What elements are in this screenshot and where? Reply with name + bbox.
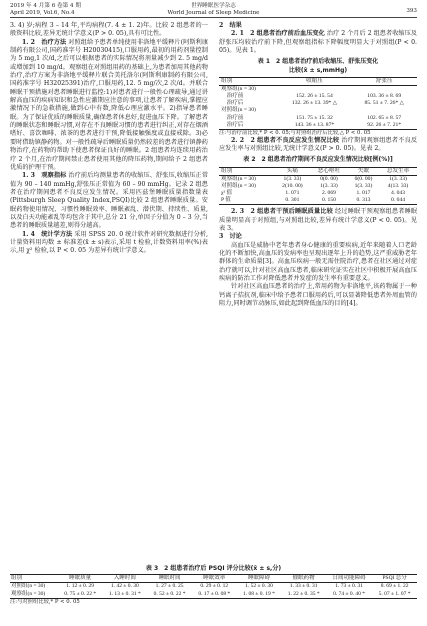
table-cell: 0. 52 ± 0. 22 *: [153, 590, 186, 597]
table-cell: 1. 13 ± 0. 31 *: [108, 590, 141, 597]
table-cell: 0. 17 ± 0. 08 *: [198, 590, 231, 597]
table-cell: [277, 86, 351, 94]
table-3-col: 催眠药物: [292, 575, 315, 581]
table-3-col: 组别: [11, 575, 23, 581]
page-number: 393: [406, 8, 417, 14]
table-cell: χ² 值: [221, 190, 233, 197]
heading-1-2: 1. 2 治疗方法: [22, 38, 67, 46]
table-2-col: 恶心呕吐: [317, 167, 341, 174]
paragraph-discussion-1: 高血压是威胁中老年患者身心健康的重要疾病,近年来随着人口老龄化的不断加快,高血压的发病率也呈现出逐年上升的趋势,这严重威胁老年群体的生命质量[3]。高血压疾病一般无需住院治疗,患者在社区通过对症治疗就可以,针对社区高血压患者,临床研究证实在社区中积极开展高血压疾病的防治工作对降低患者并发症的发生率有重要意义。: [219, 241, 417, 282]
journal-title-header: [0, 3, 427, 16]
right-column: [219, 22, 417, 308]
table-cell: 1. 73 ± 0. 31: [335, 583, 363, 590]
table-cell: 治疗前: [221, 93, 244, 100]
heading-1-3: 1. 3 观察指标: [22, 172, 67, 180]
table-cell: 8. 69 ± 1. 22: [380, 583, 409, 590]
table-row: [219, 93, 417, 100]
section-1-2: [10, 39, 208, 173]
paragraph-treatment: 对照组给予患者单纯使用非洛地平缓释片(阿斯利康制药有限公司,国药准字号 H20030415),口服用药,最初的用药剂量控制为 5 mg,1 次/d,之后可以根据患者的实际情况将剂量减少到 2. 5 mg/d 或增加到 10 mg/d。观察组在对照组用药的基础上,为患者加用其他药物治疗,治疗方案为非洛地平缓释片联合美托洛尔(阿斯利康制药有限公司,国药准字号 H32025391)治疗,口服用药,12. 5 mg/次,2 次/d。并联合睡眠干预措施对患者睡眠进行监控:1)对患者进行一般性心理疏导,通过讲解高血压的疾病知识和急性应激期应注意的事项,让患者了解疾病,掌握应激情况下的急救措施,做到心中有数,降低心理应激水平。2)指导患者睡眠。为了保证优质的睡眠质量,确保患者休息好,促进血压下降。了解患者的睡眠状态和睡眠习惯,对存在不良睡眠习惯的患者进行纠正,对存在烟酒嗜好、喜饮咖啡、浓茶的患者进行干预,降低接触强度或直接戒除。3)必要时借助镇静药物。对一般性疏导后睡眠质量仍然较差的患者进行镇静药物治疗,在药物的帮助下使患者保证良好的睡眠。2 组患者均连续用药治疗 2 个月,在治疗期间禁止患者使用其他的降压药物,期间给予 2 组患者优质的护理干预。: [10, 38, 209, 171]
table-cell: 132. 26 ± 13. 39* △: [291, 100, 338, 107]
table-cell: 0(0. 00): [320, 175, 338, 182]
table-row: [219, 122, 417, 130]
table-2-title: 表 2 2 组患者治疗期间不良反应发生情况比较[例(%)]: [243, 156, 393, 164]
table-2-header: [219, 167, 417, 175]
table-cell: 0. 313: [356, 197, 371, 204]
table-2-col: 头痛: [286, 167, 298, 174]
paragraph-indicators: 治疗前后均测量患者的收缩压、舒张压,收缩压正常值为 90 – 140 mmHg,舒张压正常值为 60 – 90 mmHg。记录 2 组患者在治疗期间患者不良反应发生情况。采用匹兹堡睡眠质量指数量表(Pittsburgh Sleep Quality Index,PSQI)比较 2 组患者睡眠质量。安眠药物使用情况、习惯性睡眠效率、睡眠紊乱、潜伏期、持续性、质量,以及白天功能紊乱等均包含于其中,总分 21 分,单因子分值为 0 – 3 分,当患者的睡眠质量越差,则得分越高。: [10, 172, 209, 230]
table-cell: 152. 26 ± 15. 54: [296, 93, 333, 100]
table-cell: 5. 07 ± 1. 07 *: [378, 590, 411, 597]
table-cell: 0(0. 00): [354, 175, 373, 182]
table-cell: [277, 107, 351, 114]
table-cell: 1. 33 ± 0. 31: [289, 583, 318, 590]
table-1-title: [219, 58, 417, 75]
table-1: [219, 77, 417, 130]
heading-1-4: 1. 4 统计学方法: [22, 230, 73, 238]
table-cell: 1(3. 33): [283, 175, 302, 182]
table-1-col: 舒张压: [375, 78, 393, 85]
table-3-header: [10, 575, 417, 583]
heading-discussion: 3 讨论: [219, 233, 242, 241]
table-3-col: PSQI 总分: [382, 575, 407, 581]
table-cell: 103. 36 ± 8. 69: [367, 93, 402, 100]
table-cell: 1. 017: [356, 190, 371, 197]
table-1-title-line2: 比较(x̄ ± s,mmHg): [288, 66, 348, 74]
heading-results: 2 结果: [219, 22, 242, 29]
issue-en: April 2019, Vol.6, No.4: [10, 9, 75, 16]
heading-2-3: 2. 3 2 组患者干预后睡眠质量比较: [231, 208, 333, 216]
table-cell: 4(13. 33): [387, 182, 409, 189]
journal-title-en: World Journal of Sleep Medicine: [167, 9, 260, 16]
table-cell: 0. 74 ± 0. 40 *: [333, 590, 366, 597]
table-cell: 85. 51 ± 7. 26* △: [364, 100, 404, 107]
left-column: [10, 22, 208, 256]
table-3-block: [10, 560, 417, 606]
table-row: [10, 583, 417, 591]
table-cell: P 值: [221, 197, 231, 204]
paragraph-statistics: 采用 SPSS 20. 0 统计软件对研究数据进行分析,计量资料用均数 ± 标准差(x̄ ± s)表示,采用 t 检验,计数资料用率(%)表示,用 χ² 检验,以 P < 0. 05 为差异有统计学意义。: [10, 230, 209, 255]
table-cell: 92. 26 ± 7. 21*: [367, 121, 402, 128]
section-1-4: [10, 231, 208, 256]
paragraph-general-data: 3. 4) 岁;病程 3 – 14 年,平均病程(7. 4 ± 1. 2)年。比较 2 组患者的一般资料比较,差异无统计学意义(P > 0. 05),具有可比性。: [10, 22, 208, 38]
table-cell: 治疗后: [221, 121, 244, 128]
table-cell: 2. 069: [321, 190, 336, 197]
table-cell: 0. 75 ± 0. 22 *: [64, 590, 97, 597]
table-cell: 对照组(n = 30): [221, 182, 256, 189]
table-3: [10, 574, 417, 599]
table-cell: 对照组(n = 30): [11, 583, 46, 590]
table-row: [219, 190, 417, 197]
header-divider: [10, 17, 417, 18]
table-3-col: 睡眠时间: [158, 575, 181, 581]
table-cell: 151. 75 ± 15. 32: [296, 114, 333, 121]
heading-2-2: 2. 2 2 组患者不良反应发生情况比较: [231, 136, 340, 144]
section-1-3: [10, 172, 208, 230]
table-row: [219, 107, 417, 114]
table-cell: 观察组(n = 30): [221, 86, 256, 93]
table-3-col: 睡眠障碍: [247, 575, 270, 581]
paragraph-discussion-2: 针对社区高血压患者的治疗上,常用药物为非洛地平,该药物属于一种钙离子拮抗剂,临床中给予患者口服用药后,可以显著降低患者外周血管的阻力,同时调节动脉压,如此起到降低血压的目的[4]。: [219, 283, 417, 307]
table-3-title: 表 3 2 组患者治疗后 PSQI 评分比较(x̄ ± s,分): [145, 565, 282, 572]
table-cell: 1(3. 33): [354, 182, 373, 189]
table-2: [219, 167, 417, 205]
table-row: [10, 591, 417, 599]
table-cell: 观察组(n = 30): [11, 590, 46, 597]
table-cell: 1. 12 ± 0. 29: [66, 583, 95, 590]
table-cell: 143. 36 ± 13. 87*: [294, 121, 335, 128]
table-2-col: 总发生率: [386, 167, 410, 174]
table-cell: 1. 08 ± 0. 19 *: [243, 590, 275, 597]
table-cell: [351, 86, 417, 94]
paragraph-adverse: 治疗期间观察组患者不良反应发生率与对照组比较,无统计学意义(P > 0. 05)。见表 2。: [219, 136, 418, 153]
table-cell: 对照组(n = 30): [221, 107, 256, 114]
table-3-note: 注:与对照组比较,* P < 0. 05: [10, 599, 80, 606]
section-2-3: [219, 208, 417, 233]
table-row: [219, 183, 417, 190]
issue-cn: 2019 年 4 月第 6 卷第 4 期: [10, 3, 81, 9]
table-cell: 观察组(n = 30): [221, 175, 256, 182]
table-1-col: 组别: [221, 78, 233, 85]
table-1-col: 收缩压: [306, 78, 323, 85]
table-row: [219, 197, 417, 205]
table-cell: 1(3. 33): [320, 182, 338, 189]
heading-2-1: 2. 1 2 组患者治疗前后血压变化: [231, 30, 325, 38]
table-cell: 1. 071: [285, 190, 300, 197]
table-1-header: [219, 78, 417, 86]
table-row: [219, 86, 417, 94]
section-2-1: [219, 30, 417, 55]
table-1-title-line1: 表 1 2 组患者治疗前后收缩压、舒张压变化: [257, 58, 379, 66]
section-2-2: [219, 137, 417, 154]
table-cell: 0. 150: [321, 197, 336, 204]
table-3-col: 睡眠质量: [69, 575, 92, 581]
table-cell: 治疗前: [221, 114, 244, 121]
table-cell: 4. 043: [391, 190, 406, 197]
table-cell: 1. 27 ± 0. 25: [155, 583, 184, 590]
table-cell: 0. 301: [285, 197, 300, 204]
table-2-col: 失眠: [357, 167, 370, 174]
table-2-col: 组别: [221, 167, 233, 174]
table-cell: 1. 52 ± 0. 30: [245, 583, 273, 590]
paragraph-sleep-quality: 经过睡眠干预观察组患者睡眠质量明显高于对照组,与对照组比较,差异有统计学意义(P < 0. 05)。见表 3。: [219, 208, 418, 232]
table-cell: 1(3. 33): [389, 175, 407, 182]
table-row: [219, 115, 417, 122]
table-cell: 2(10. 00): [282, 182, 303, 189]
table-cell: 0. 29 ± 0. 12: [200, 583, 229, 590]
table-cell: 102. 65 ± 8. 57: [367, 114, 402, 121]
table-3-col: 入睡时间: [113, 575, 136, 581]
table-3-col: 日间功能障碍: [332, 575, 366, 581]
table-cell: [351, 107, 417, 114]
table-cell: 1. 22 ± 0. 35 *: [287, 590, 320, 597]
table-3-col: 睡眠效率: [203, 575, 226, 581]
table-cell: 治疗后: [221, 100, 244, 107]
table-1-note: 注:与治疗前比较,* P < 0. 05;与对照组治疗后比较,△ P < 0. 05: [219, 129, 371, 136]
table-cell: 1. 42 ± 0. 30: [110, 583, 139, 590]
journal-title-cn: 世界睡眠医学杂志: [191, 3, 236, 9]
paragraph-bp-change: 治疗 2 个月后 2 组患者收缩压及舒张压均较治疗前下降,但观察组指标下降幅度明显大于对照组(P < 0. 05)。见表 1。: [219, 30, 417, 55]
table-cell: 0. 044: [391, 197, 406, 204]
table-row: [219, 175, 417, 183]
